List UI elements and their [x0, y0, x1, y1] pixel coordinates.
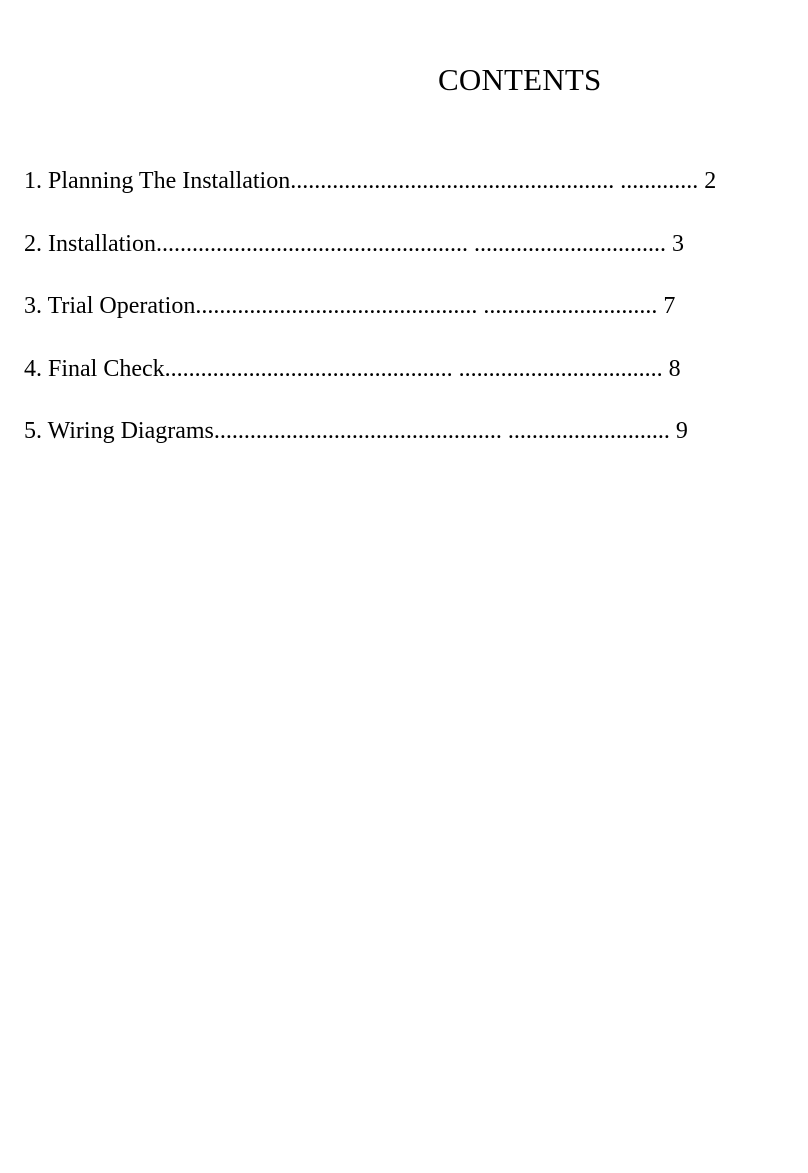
toc-entry-trial-operation[interactable]: 3. Trial Operation............................................... ............................. 7: [24, 293, 676, 320]
toc-entry-final-check[interactable]: 4. Final Check................................................ .................................. 8: [24, 355, 681, 382]
table-of-contents: [24, 164, 804, 477]
title-container: [0, 60, 808, 104]
toc-entry-wiring-diagrams[interactable]: 5. Wiring Diagrams................................................ ........................... 9: [24, 418, 688, 445]
page-title: CONTENTS: [438, 62, 602, 97]
toc-entry-planning-the-installation[interactable]: 1. Planning The Installation...................................................... ............. 2: [24, 168, 717, 194]
toc-entry-installation[interactable]: 2. Installation.................................................... ................................ 3: [24, 230, 684, 257]
